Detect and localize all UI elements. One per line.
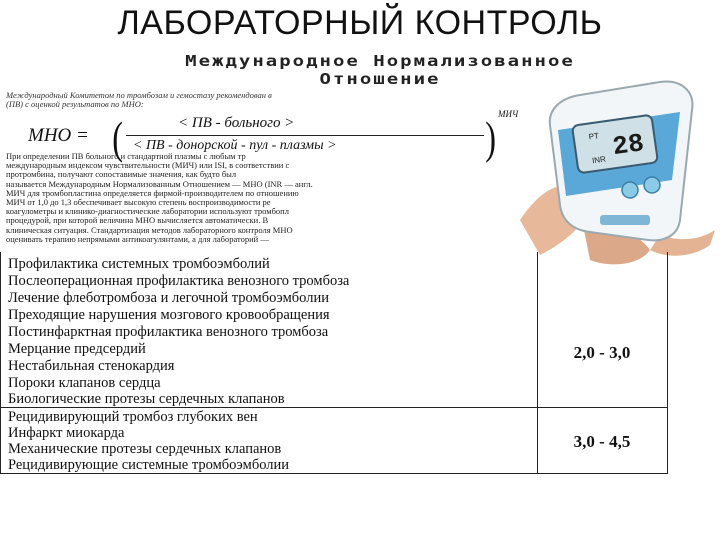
slide-title: ЛАБОРАТОРНЫЙ КОНТРОЛЬ [117, 4, 603, 42]
table-row: Постинфарктная профилактика венозного тромбоза [8, 324, 329, 340]
paragraph-line: называется Международным Нормализованным Отношением — МНО (INR — англ. [6, 179, 313, 189]
formula-paren-left: ( [112, 112, 124, 163]
table-row: Преходящие нарушения мозгового кровообращения [8, 307, 330, 323]
table-row: Рецидивирующий тромбоз глубоких вен [8, 409, 258, 425]
paragraph-line: коагулометры и клинико-диагностические лаборатории используют тромбопл [6, 207, 289, 217]
table-row: Нестабильная стенокардия [8, 358, 175, 374]
paragraph-line: протромбина, получают сопоставимые значения, как будто был [6, 170, 237, 180]
table-row: Механические протезы сердечных клапанов [8, 441, 282, 457]
formula-lhs: МНО = [28, 125, 89, 146]
table-row: Послеоперационная профилактика венозного тромбоза [8, 273, 350, 289]
paragraph-line: процедурой, при которой величина МНО вычисляется автоматически. В [6, 216, 269, 226]
paragraph-line: клиническая ситуация. Стандартизация методов лабораторного контроля МНО [6, 225, 293, 235]
inr-range-2: 3,0 - 4,5 [573, 432, 631, 451]
description-paragraph [6, 152, 536, 244]
formula-numerator: < ПВ - больного > [178, 115, 295, 131]
paragraph-line: оценивать терапию непрямыми антикоагулянтами, а для лабораторий — [6, 234, 269, 244]
intro-line-1: Международный Комитетом по тромбозам и гемостазу рекомендован в [6, 90, 272, 100]
subtitle-line-2: Отношение [319, 70, 441, 88]
table-row: Инфаркт миокарда [8, 425, 125, 441]
formula-exponent: МИЧ [498, 109, 519, 119]
intro-line-2: (ПВ) с оценкой результатов по МНО: [6, 99, 144, 109]
paragraph-line: международным индексом чувствительности (МИЧ) или ISI, в соответствии с [6, 161, 290, 171]
coagulometer-icon [520, 70, 720, 270]
formula-fraction-bar [126, 135, 484, 136]
table-row: Мерцание предсердий [8, 341, 146, 357]
table-row: Пороки клапанов сердца [8, 375, 161, 391]
formula-denominator: < ПВ - донорской - пул - плазмы > [133, 138, 337, 153]
paragraph-line: При определении ПВ больного и стандартной плазмы с любым тр [6, 152, 246, 161]
coagulometer-image [520, 70, 720, 270]
table-row: Лечение флеботромбоза и легочной тромбоэмболии [8, 290, 329, 306]
formula-paren-right: ) [485, 112, 497, 163]
subtitle-line-1: Международное Нормализованное [185, 52, 575, 70]
device-reading: 28 [610, 128, 646, 163]
device-unit: INR [591, 154, 607, 166]
paragraph-line: МИЧ для тромбопластина определяется фирмой-производителем по отношению [6, 188, 299, 198]
table-row: Биологические протезы сердечных клапанов [8, 391, 285, 407]
table-row: Профилактика системных тромбоэмболий [8, 256, 270, 272]
device-screen-label: PT [588, 131, 600, 142]
inr-range-1: 2,0 - 3,0 [573, 343, 631, 362]
table-row: Рецидивирующие системные тромбоэмболии [8, 457, 290, 473]
paragraph-line: МИЧ от 1,0 до 1,3 обеспечивает высокую степень воспроизводимости ре [6, 197, 271, 207]
